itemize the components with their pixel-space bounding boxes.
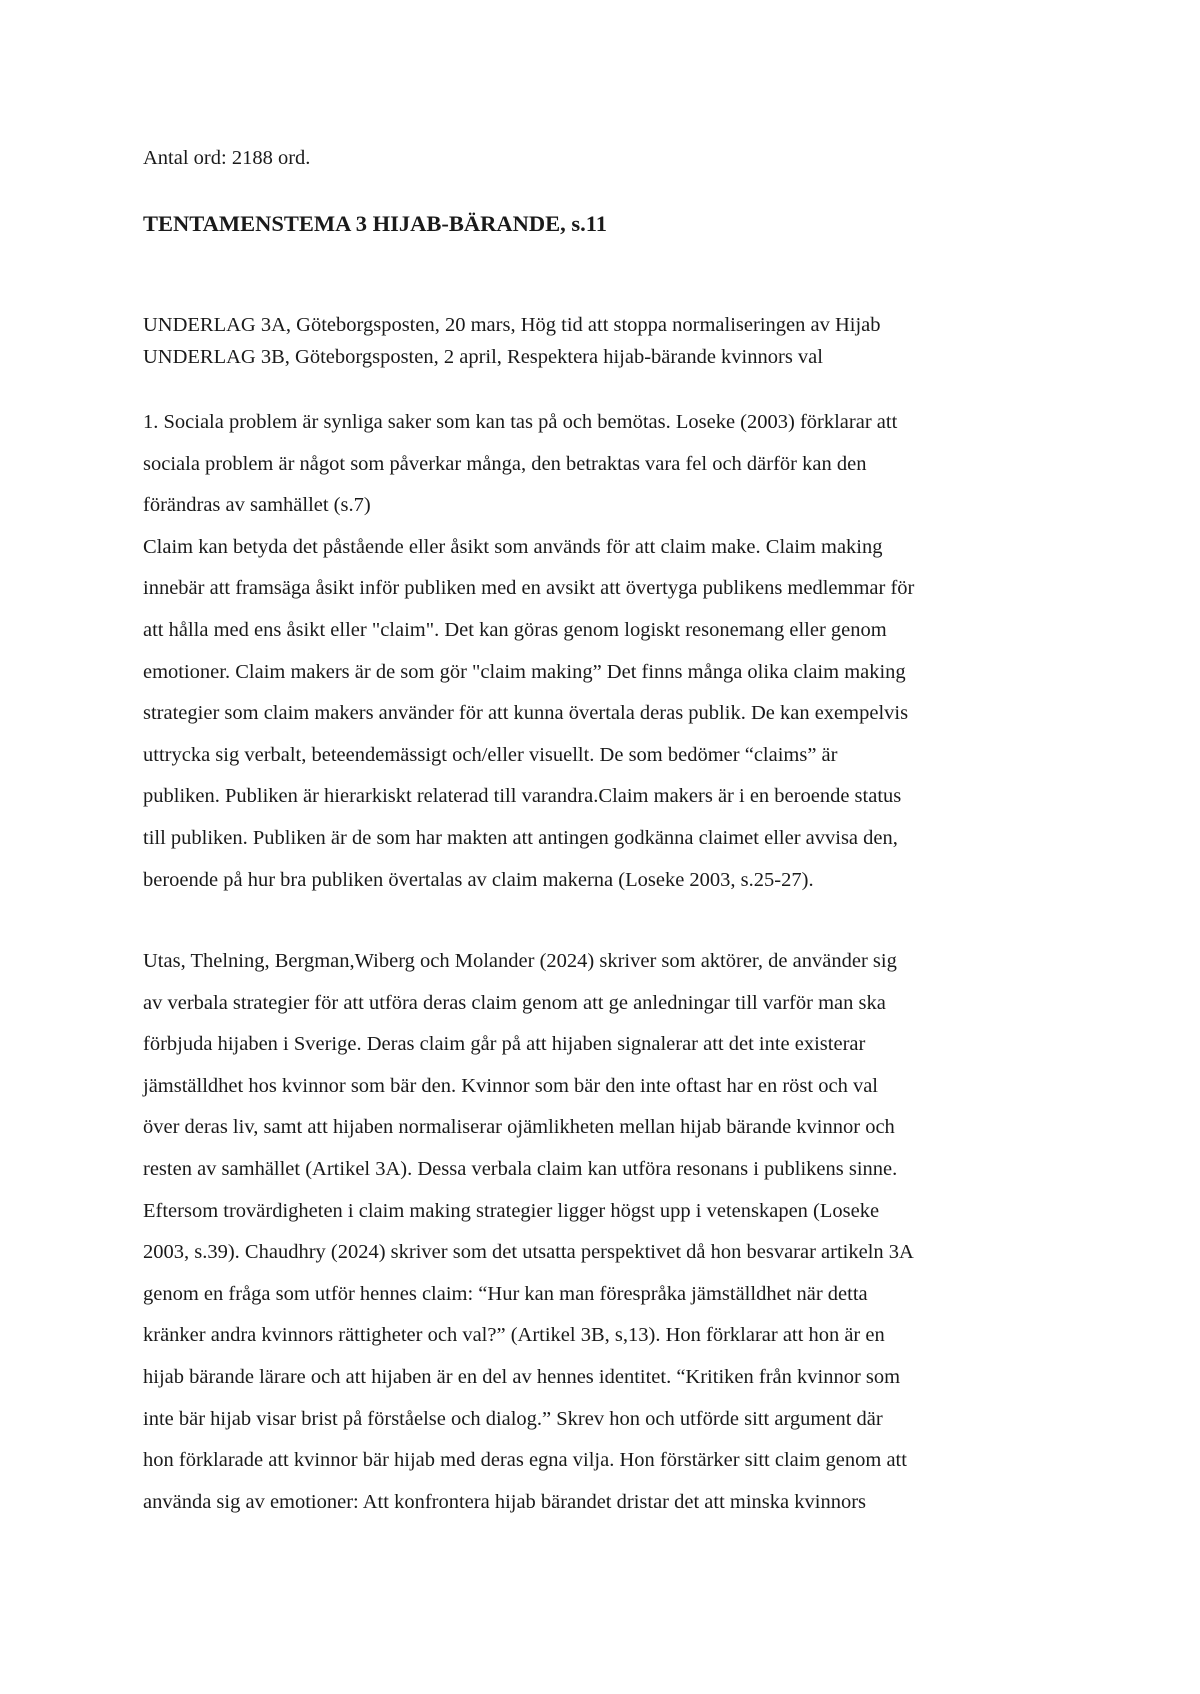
text-line: förändras av samhället (s.7)	[143, 494, 371, 517]
text-line: jämställdhet hos kvinnor som bär den. Kvinnor som bär den inte oftast har en röst och val	[143, 1074, 878, 1097]
text-line: Claim kan betyda det påstående eller åsikt som används för att claim make. Claim making	[143, 535, 883, 558]
text-line: 2003, s.39). Chaudhry (2024) skriver som det utsatta perspektivet då hon besvarar artikeln 3A	[143, 1241, 914, 1264]
text-line: uttrycka sig verbalt, beteendemässigt och/eller visuellt. De som bedömer “claims” är	[143, 743, 838, 766]
text-line: använda sig av emotioner: Att konfrontera hijab bärandet dristar det att minska kvinnors	[143, 1490, 866, 1513]
paragraph-1	[143, 402, 1073, 901]
word-count: Antal ord: 2188 ord.	[143, 147, 311, 169]
text-line: publiken. Publiken är hierarkiskt relaterad till varandra.Claim makers är i en beroende status	[143, 785, 902, 808]
text-line: emotioner. Claim makers är de som gör "claim making” Det finns många olika claim making	[143, 660, 906, 683]
text-line: beroende på hur bra publiken övertalas av claim makerna (Loseke 2003, s.25-27).	[143, 868, 814, 891]
source-line: UNDERLAG 3B, Göteborgsposten, 2 april, Respektera hijab-bärande kvinnors val	[143, 346, 823, 368]
text-line: Utas, Thelning, Bergman,Wiberg och Molander (2024) skriver som aktörer, de använder sig	[143, 950, 897, 972]
text-line: innebär att framsäga åsikt inför publiken med en avsikt att övertyga publikens medlemmar för	[143, 577, 915, 600]
text-line: 1. Sociala problem är synliga saker som kan tas på och bemötas. Loseke (2003) förklarar att	[143, 411, 898, 433]
text-line: att hålla med ens åsikt eller "claim". Det kan göras genom logiskt resonemang eller genom	[143, 618, 887, 641]
text-line: förbjuda hijaben i Sverige. Deras claim går på att hijaben signalerar att det inte existerar	[143, 1033, 866, 1056]
source-line: UNDERLAG 3A, Göteborgsposten, 20 mars, Hög tid att stoppa normaliseringen av Hijab	[143, 314, 881, 336]
text-line: till publiken. Publiken är de som har makten att antingen godkänna claimet eller avvisa den,	[143, 826, 898, 849]
paragraph-2	[143, 941, 1073, 1523]
source-list	[143, 309, 881, 373]
text-line: hijab bärande lärare och att hijaben är en del av hennes identitet. “Kritiken från kvinnor som	[143, 1365, 901, 1388]
text-line: över deras liv, samt att hijaben normaliserar ojämlikheten mellan hijab bärande kvinnor och	[143, 1116, 895, 1139]
text-line: resten av samhället (Artikel 3A). Dessa verbala claim kan utföra resonans i publikens sinne.	[143, 1157, 898, 1180]
text-line: sociala problem är något som påverkar många, den betraktas vara fel och därför kan den	[143, 452, 867, 475]
text-line: inte bär hijab visar brist på förståelse och dialog.” Skrev hon och utförde sitt argument där	[143, 1407, 883, 1430]
document-title: TENTAMENSTEMA 3 HIJAB-BÄRANDE, s.11	[143, 211, 608, 236]
text-line: hon förklarade att kvinnor bär hijab med deras egna vilja. Hon förstärker sitt claim genom att	[143, 1449, 907, 1472]
text-line: Eftersom trovärdigheten i claim making strategier ligger högst upp i vetenskapen (Loseke	[143, 1199, 880, 1222]
text-line: av verbala strategier för att utföra deras claim genom att ge anledningar till varför man ska	[143, 991, 886, 1014]
text-line: strategier som claim makers använder för att kunna övertala deras publik. De kan exempelvis	[143, 702, 909, 725]
text-line: kränker andra kvinnors rättigheter och val?” (Artikel 3B, s,13). Hon förklarar att hon är en	[143, 1324, 885, 1347]
text-line: genom en fråga som utför hennes claim: “Hur kan man förespråka jämställdhet när detta	[143, 1282, 868, 1305]
